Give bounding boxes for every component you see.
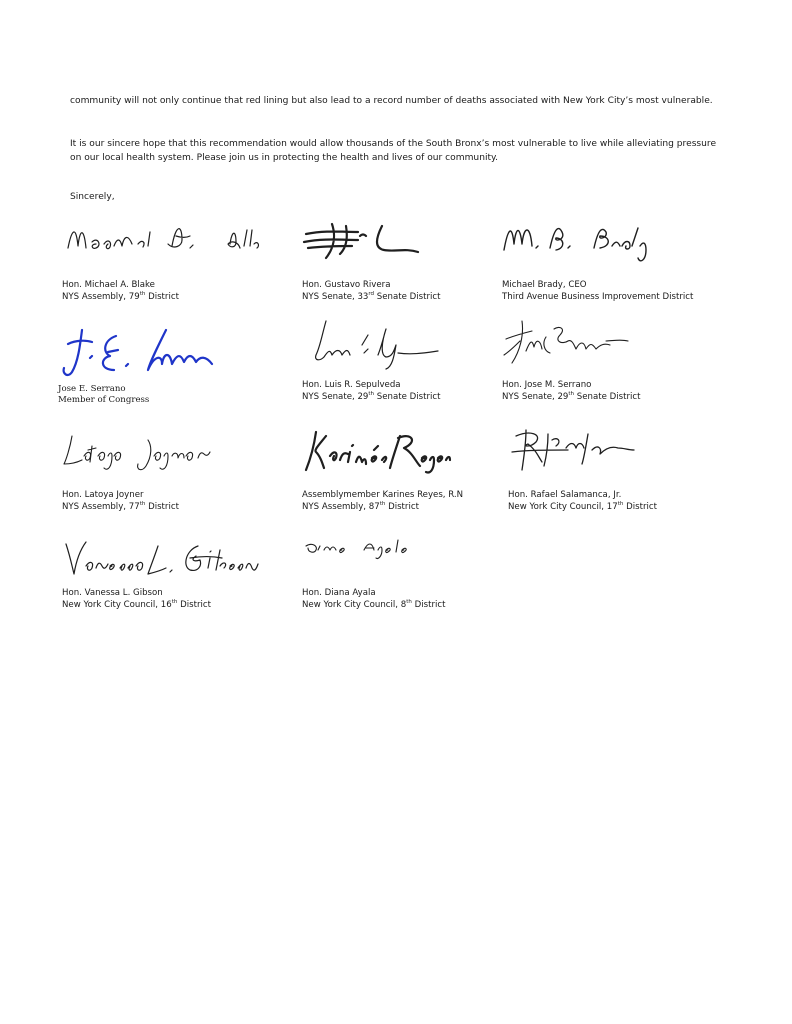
signatory-title: New York City Council, 8th District: [302, 599, 446, 610]
signatory-salamanca: [508, 426, 748, 516]
signatory-ayala: [302, 536, 542, 626]
closing: Sincerely,: [70, 192, 115, 202]
signature-reyes: [302, 426, 452, 476]
signatory-title: NYS Senate, 33rd Senate District: [302, 291, 441, 302]
signatory-reyes: [302, 426, 542, 516]
signatory-gibson: [62, 536, 302, 626]
signature-j-e-serrano: [58, 322, 238, 382]
signatory-title: Member of Congress: [58, 395, 150, 405]
signatory-j-m-serrano: [502, 315, 742, 405]
signatory-name: Michael Brady, CEO: [502, 280, 587, 290]
signatory-name: Hon. Michael A. Blake: [62, 280, 155, 290]
signatory-name: Hon. Gustavo Rivera: [302, 280, 391, 290]
signatory-name: Hon. Diana Ayala: [302, 588, 376, 598]
signatory-title: NYS Assembly, 79th District: [62, 291, 179, 302]
signatory-title: NYS Senate, 29th Senate District: [302, 391, 441, 402]
signatory-title: NYS Senate, 29th Senate District: [502, 391, 641, 402]
signature-sepulveda: [302, 315, 442, 370]
signatory-title: New York City Council, 16th District: [62, 599, 211, 610]
signatory-title: New York City Council, 17th District: [508, 501, 657, 512]
signatory-name: Assemblymember Karines Reyes, R.N: [302, 490, 464, 500]
signatory-brady: [502, 218, 742, 308]
signature-brady: [502, 218, 662, 264]
signatory-name: Hon. Jose M. Serrano: [502, 380, 592, 390]
signatory-title: NYS Assembly, 87th District: [302, 501, 419, 512]
signatory-title: Third Avenue Business Improvement District: [502, 292, 694, 302]
signatory-joyner: [62, 426, 302, 516]
signature-gibson: [62, 536, 262, 582]
signature-salamanca: [508, 426, 648, 476]
signatory-name: Hon. Rafael Salamanca, Jr.: [508, 490, 622, 500]
paragraph-1: community will not only continue that red lining but also lead to a record number of deaths associated with New York City’s most vulnerable.: [70, 96, 713, 106]
paragraph-2: It is our sincere hope that this recommendation would allow thousands of the South Bronx’s most vulnerable to live while alleviating pressure on our local health system. Please join us in protecting the health and lives of our community.: [70, 139, 717, 163]
signatory-name: Jose E. Serrano: [58, 384, 126, 394]
signature-rivera: [302, 218, 432, 264]
signature-j-m-serrano: [502, 315, 642, 370]
signatory-blake: [62, 218, 302, 308]
signatory-name: Hon. Luis R. Sepulveda: [302, 380, 401, 390]
signature-ayala: [302, 536, 442, 576]
signatory-j-e-serrano: [58, 322, 298, 412]
signatory-name: Hon. Latoya Joyner: [62, 490, 144, 500]
signature-joyner: [62, 426, 222, 476]
signature-blake: [62, 218, 252, 264]
signatory-name: Hon. Vanessa L. Gibson: [62, 588, 163, 598]
signatory-title: NYS Assembly, 77th District: [62, 501, 179, 512]
